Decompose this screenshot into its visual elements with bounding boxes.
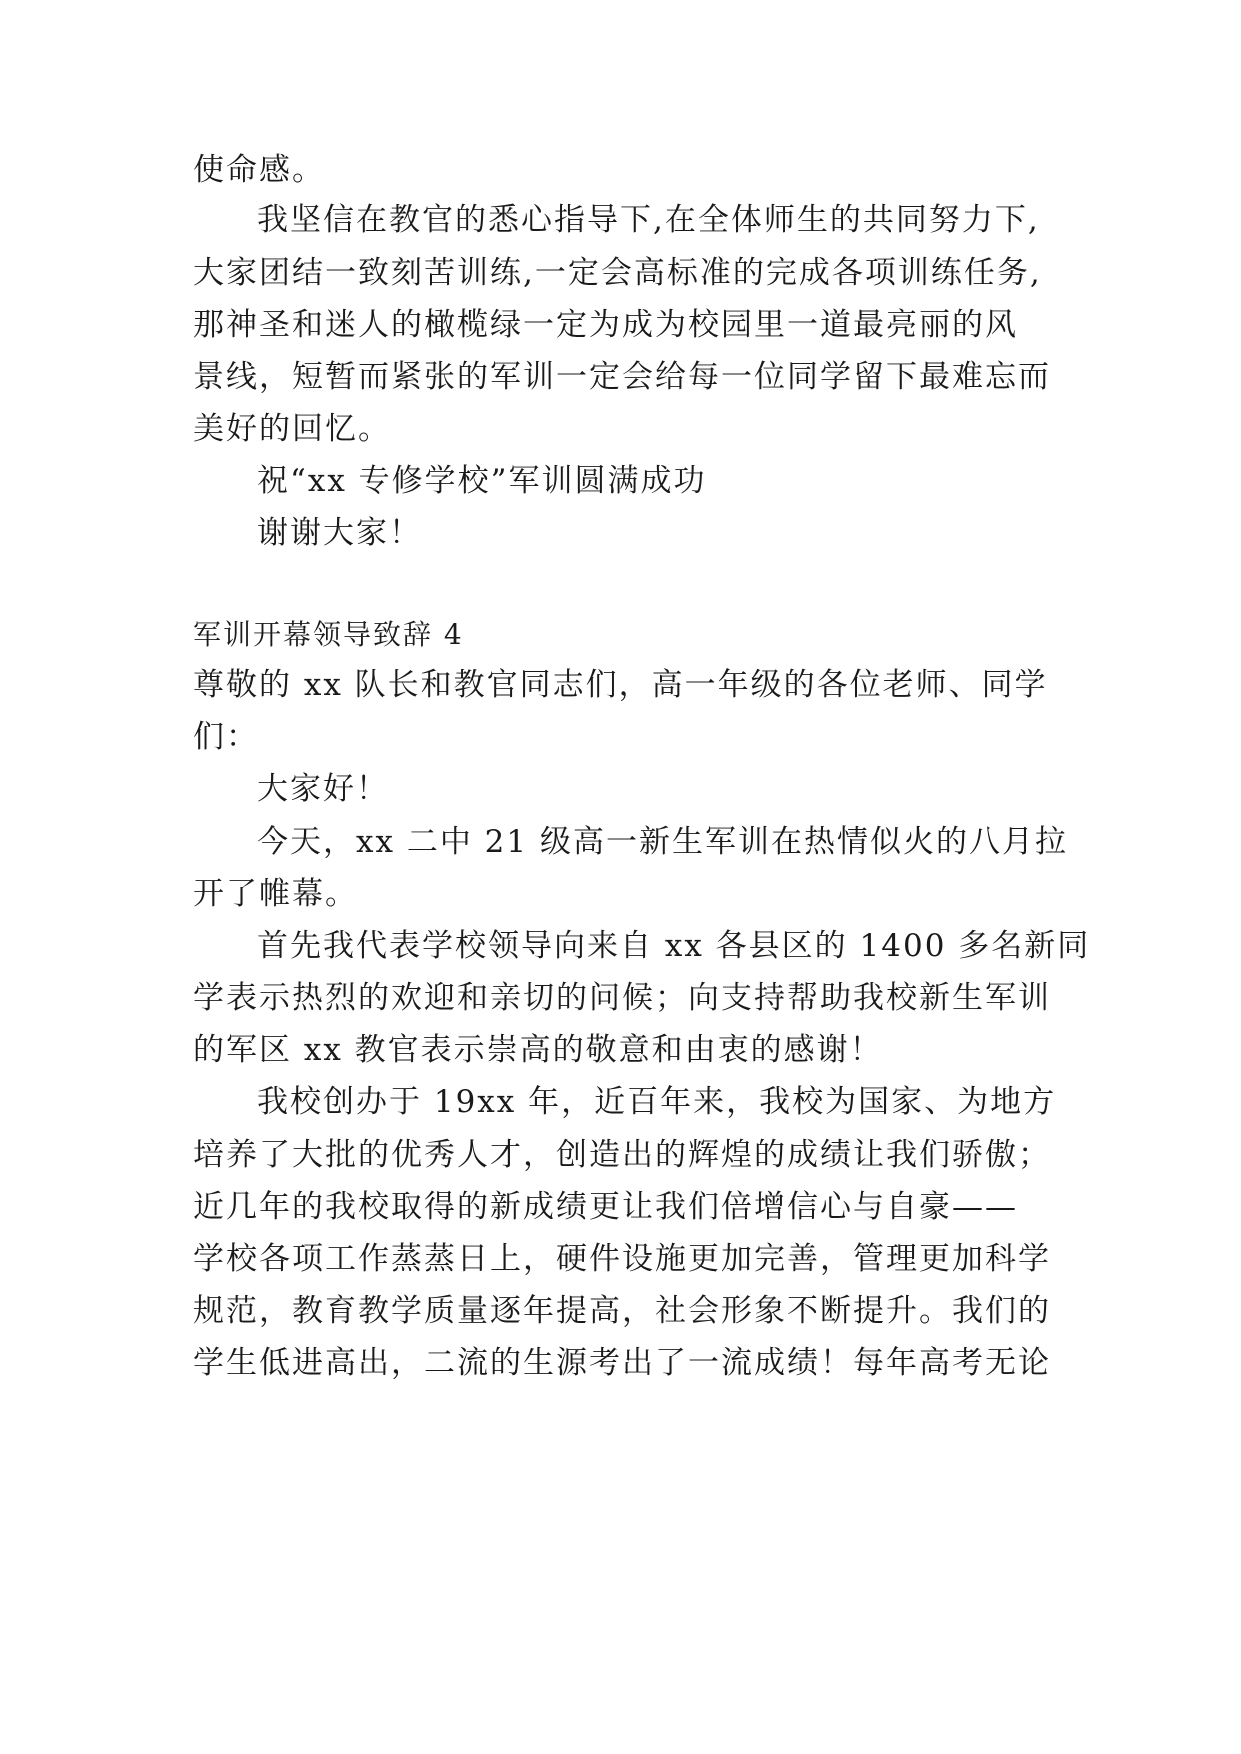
section-title: 军训开幕领导致辞 4 [193, 618, 464, 651]
paragraph-line: 学表示热烈的欢迎和亲切的问候；向支持帮助我校新生军训 [193, 980, 1051, 1016]
paragraph-line: 开了帷幕。 [193, 876, 358, 912]
paragraph-line: 首先我代表学校领导向来自 xx 各县区的 1400 多名新同 [257, 928, 1091, 964]
paragraph-line: 学校各项工作蒸蒸日上，硬件设施更加完善，管理更加科学 [193, 1241, 1051, 1277]
paragraph-line: 美好的回忆。 [193, 411, 391, 447]
paragraph-line: 我坚信在教官的悉心指导下,在全体师生的共同努力下, [257, 202, 1040, 238]
paragraph-line: 今天，xx 二中 21 级高一新生军训在热情似火的八月拉 [257, 824, 1068, 860]
paragraph-line: 近几年的我校取得的新成绩更让我们倍增信心与自豪—— [193, 1189, 1018, 1225]
paragraph-line: 大家好！ [257, 771, 389, 807]
paragraph-line: 祝“xx 专修学校”军训圆满成功 [257, 463, 707, 499]
paragraph-line: 培养了大批的优秀人才，创造出的辉煌的成绩让我们骄傲； [193, 1137, 1051, 1173]
paragraph-line: 尊敬的 xx 队长和教官同志们，高一年级的各位老师、同学 [193, 667, 1048, 703]
paragraph-line: 规范，教育教学质量逐年提高，社会形象不断提升。我们的 [193, 1293, 1051, 1329]
paragraph-line: 我校创办于 19xx 年，近百年来，我校为国家、为地方 [257, 1084, 1057, 1120]
paragraph-line: 大家团结一致刻苦训练,一定会高标准的完成各项训练任务, [193, 255, 1042, 291]
paragraph-line: 谢谢大家！ [257, 515, 422, 551]
paragraph-line: 那神圣和迷人的橄榄绿一定为成为校园里一道最亮丽的风 [193, 307, 1018, 343]
paragraph-line: 景线，短暂而紧张的军训一定会给每一位同学留下最难忘而 [193, 359, 1051, 395]
paragraph-line: 使命感。 [193, 152, 325, 188]
paragraph-line: 学生低进高出，二流的生源考出了一流成绩！每年高考无论 [193, 1345, 1051, 1381]
paragraph-line: 们： [193, 719, 259, 755]
paragraph-line: 的军区 xx 教官表示崇高的敬意和由衷的感谢！ [193, 1032, 883, 1068]
